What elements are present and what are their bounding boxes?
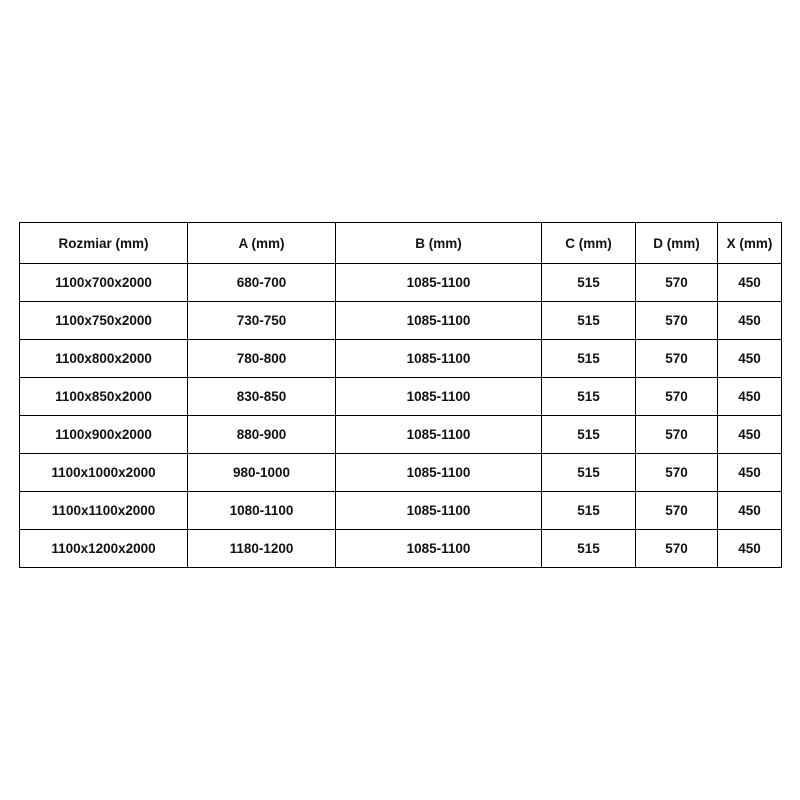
cell-b: 1085-1100: [336, 340, 542, 378]
cell-c: 515: [542, 264, 636, 302]
cell-d: 570: [636, 454, 718, 492]
table-row: [20, 302, 782, 340]
table-row: [20, 492, 782, 530]
cell-c: 515: [542, 378, 636, 416]
column-header-c: C (mm): [542, 223, 636, 264]
dimensions-table: [19, 222, 782, 568]
table-row: [20, 340, 782, 378]
cell-x: 450: [718, 302, 782, 340]
cell-a: 980-1000: [188, 454, 336, 492]
cell-d: 570: [636, 378, 718, 416]
table-row: [20, 454, 782, 492]
cell-x: 450: [718, 530, 782, 568]
cell-rozmiar: 1100x750x2000: [20, 302, 188, 340]
table-header-row: [20, 223, 782, 264]
column-header-x: X (mm): [718, 223, 782, 264]
cell-x: 450: [718, 264, 782, 302]
cell-c: 515: [542, 454, 636, 492]
cell-d: 570: [636, 264, 718, 302]
cell-b: 1085-1100: [336, 530, 542, 568]
cell-d: 570: [636, 340, 718, 378]
column-header-b: B (mm): [336, 223, 542, 264]
cell-a: 780-800: [188, 340, 336, 378]
cell-x: 450: [718, 378, 782, 416]
cell-d: 570: [636, 530, 718, 568]
cell-b: 1085-1100: [336, 492, 542, 530]
cell-rozmiar: 1100x1100x2000: [20, 492, 188, 530]
cell-d: 570: [636, 416, 718, 454]
cell-rozmiar: 1100x800x2000: [20, 340, 188, 378]
cell-rozmiar: 1100x1000x2000: [20, 454, 188, 492]
table-row: [20, 264, 782, 302]
cell-rozmiar: 1100x700x2000: [20, 264, 188, 302]
table-body: [20, 264, 782, 568]
cell-a: 1080-1100: [188, 492, 336, 530]
cell-b: 1085-1100: [336, 454, 542, 492]
cell-d: 570: [636, 492, 718, 530]
cell-a: 1180-1200: [188, 530, 336, 568]
spec-table-container: [19, 222, 781, 568]
cell-c: 515: [542, 302, 636, 340]
table-row: [20, 378, 782, 416]
table-row: [20, 416, 782, 454]
cell-b: 1085-1100: [336, 302, 542, 340]
cell-c: 515: [542, 340, 636, 378]
cell-rozmiar: 1100x900x2000: [20, 416, 188, 454]
column-header-d: D (mm): [636, 223, 718, 264]
cell-c: 515: [542, 530, 636, 568]
cell-x: 450: [718, 492, 782, 530]
cell-c: 515: [542, 416, 636, 454]
cell-a: 680-700: [188, 264, 336, 302]
cell-b: 1085-1100: [336, 416, 542, 454]
cell-a: 730-750: [188, 302, 336, 340]
table-header: [20, 223, 782, 264]
cell-b: 1085-1100: [336, 264, 542, 302]
cell-d: 570: [636, 302, 718, 340]
cell-x: 450: [718, 416, 782, 454]
cell-rozmiar: 1100x850x2000: [20, 378, 188, 416]
cell-c: 515: [542, 492, 636, 530]
cell-a: 830-850: [188, 378, 336, 416]
cell-x: 450: [718, 340, 782, 378]
column-header-a: A (mm): [188, 223, 336, 264]
cell-a: 880-900: [188, 416, 336, 454]
cell-rozmiar: 1100x1200x2000: [20, 530, 188, 568]
cell-x: 450: [718, 454, 782, 492]
cell-b: 1085-1100: [336, 378, 542, 416]
table-row: [20, 530, 782, 568]
column-header-rozmiar: Rozmiar (mm): [20, 223, 188, 264]
